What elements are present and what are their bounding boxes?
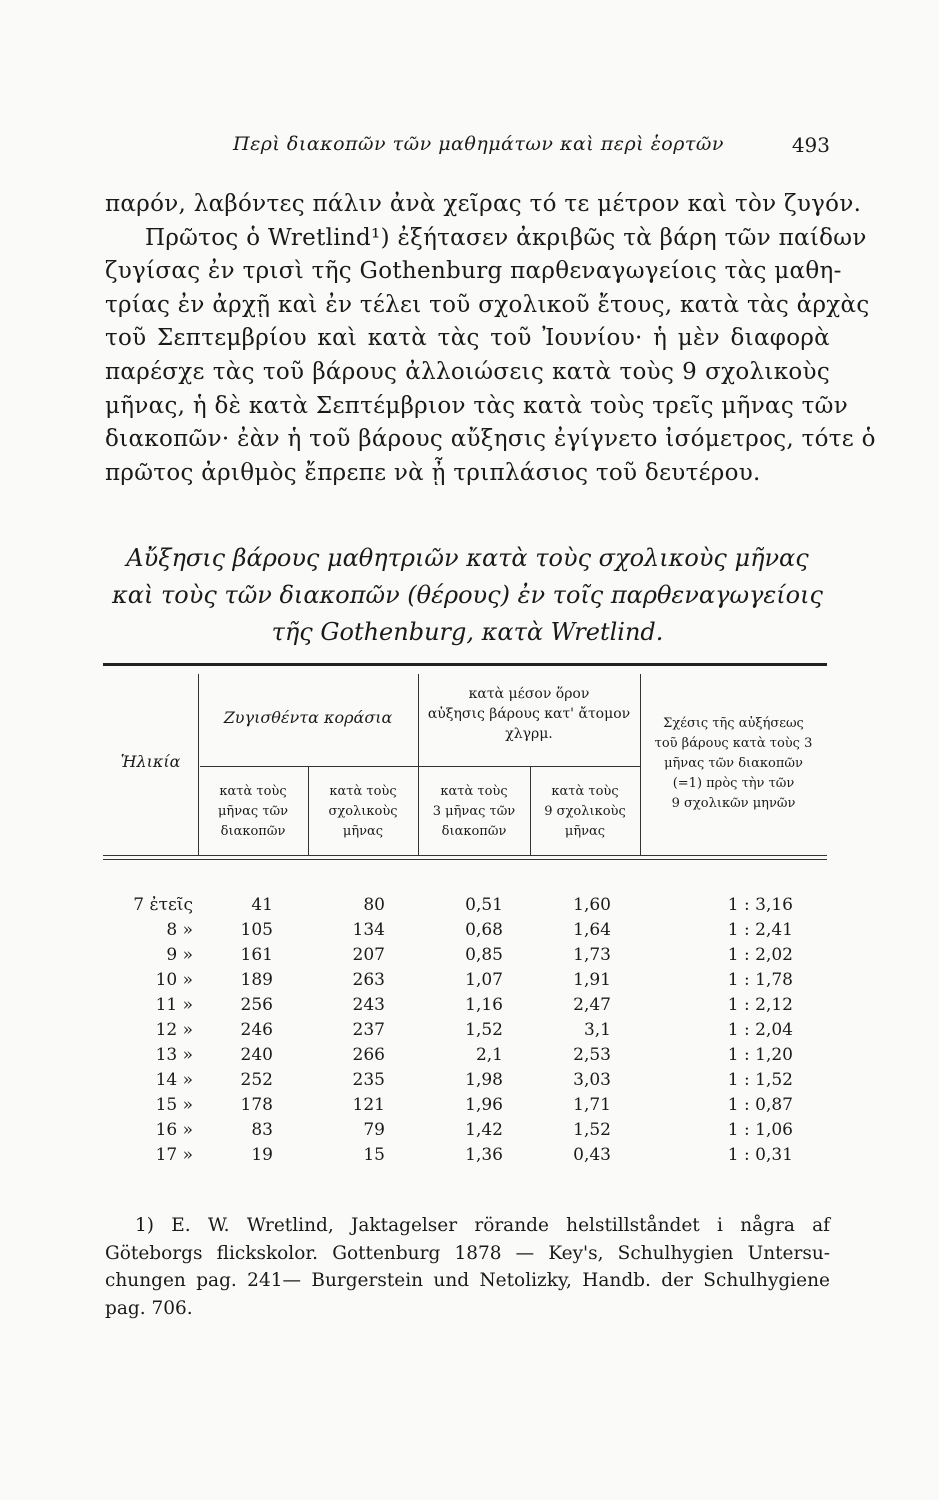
table-row: 17 » 19 15 1,36 0,43 1 : 0,31 (155, 1145, 793, 1165)
header-ratio: Σχέσις τῆς αὐξήσεως τοῦ βάρους κατὰ τοὺς 3 μῆνας τῶν διακοπῶν (=1) πρὸς τὴν τῶν 9 σχολικῶν μηνῶν (654, 716, 813, 811)
text-line: μῆνας, ἡ δὲ κατὰ Σεπτέμβριον τὰς κατὰ τοὺς τρεῖς μῆνας τῶν (105, 392, 848, 419)
subheader-3-holiday-months: κατὰ τοὺς 3 μῆνας τῶν διακοπῶν (432, 784, 516, 839)
text-line: τοῦ Σεπτεμβρίου καὶ κατὰ τὰς τοῦ Ἰουνίου· ἡ μὲν διαφορὰ (105, 325, 830, 352)
text-line: πρῶτος ἀριθμὸς ἔπρεπε νὰ ᾖ τριπλάσιος τοῦ δευτέρου. (105, 459, 761, 486)
subheader-school-months: κατὰ τοὺς σχολικοὺς μῆνας (328, 784, 398, 839)
running-head-title: Περὶ διακοπῶν τῶν μαθημάτων καὶ περὶ ἑορτῶν (233, 133, 724, 155)
table-row: 16 » 83 79 1,42 1,52 1 : 1,06 (155, 1120, 793, 1140)
table-top-rule (103, 663, 827, 666)
text-line: Πρῶτος ὁ Wretlind¹) ἐξήτασεν ἀκριβῶς τὰ βάρη τῶν παίδων (145, 224, 867, 251)
table-row: 9 » 161 207 0,85 1,73 1 : 2,02 (166, 945, 793, 965)
table-row: 14 » 252 235 1,98 3,03 1 : 1,52 (155, 1070, 793, 1090)
body-paragraph (105, 188, 876, 490)
header-bottom-rule (103, 855, 827, 856)
table-row: 10 » 189 263 1,07 1,91 1 : 1,78 (155, 970, 793, 990)
footnote-line: 1) E. W. Wretlind, Jaktagelser rörande helstillståndet i några af (135, 1215, 830, 1236)
caption-line: Αὔξησις βάρους μαθητριῶν κατὰ τοὺς σχολικοὺς μῆνας (126, 544, 809, 572)
table-row: 15 » 178 121 1,96 1,71 1 : 0,87 (155, 1095, 793, 1115)
table-row: 13 » 240 266 2,1 2,53 1 : 1,20 (155, 1045, 793, 1065)
header-age: Ἡλικία (120, 752, 181, 771)
text-line: τρίας ἐν ἀρχῇ καὶ ἐν τέλει τοῦ σχολικοῦ ἔτους, κατὰ τὰς ἀρχὰς (105, 291, 870, 318)
table-row: 7 ἐτεῖς 41 80 0,51 1,60 1 : 3,16 (133, 895, 793, 915)
text-line: παρόν, λαβόντες πάλιν ἀνὰ χεῖρας τό τε μέτρον καὶ τὸν ζυγόν. (105, 191, 862, 217)
table-row: 11 » 256 243 1,16 2,47 1 : 2,12 (155, 995, 793, 1015)
table-row: 12 » 246 237 1,52 3,1 1 : 2,04 (155, 1020, 793, 1040)
header-average: κατὰ μέσον ὅρον αὐξησις βάρους κατ' ἄτομον χλγρμ. (427, 686, 631, 742)
text-line: διακοπῶν· ἐὰν ἡ τοῦ βάρους αὔξησις ἐγίγνετο ἰσόμετρος, τότε ὁ (105, 426, 876, 453)
footnote-line: pag. 706. (105, 1297, 193, 1319)
footnote-line: chungen pag. 241— Burgerstein und Netolizky, Handb. der Schulhygiene (105, 1270, 830, 1291)
footnote-line: Göteborgs flickskolor. Gottenburg 1878 — Key's, Schulhygien Untersu- (105, 1242, 830, 1264)
caption-line: τῆς Gothenburg, κατὰ Wretlind. (271, 618, 664, 646)
caption-line: καὶ τοὺς τῶν διακοπῶν (θέρους) ἐν τοῖς παρθεναγωγείοις (112, 581, 823, 609)
table-row: 8 » 105 134 0,68 1,64 1 : 2,41 (166, 920, 793, 940)
text-line: ζυγίσας ἐν τρισὶ τῆς Gothenburg παρθεναγωγείοις τὰς μαθη- (105, 258, 842, 285)
footnote (105, 1212, 830, 1322)
header-bottom-rule-double (103, 859, 827, 860)
subheader-holiday-months: κατὰ τοὺς μῆνας τῶν διακοπῶν (217, 784, 289, 839)
header-weighed-girls: Ζυγισθέντα κοράσια (223, 708, 393, 727)
table-caption (105, 540, 830, 651)
text-line: παρέσχε τὰς τοῦ βάρους ἀλλοιώσεις κατὰ τοὺς 9 σχολικοὺς (105, 358, 830, 385)
page-number: 493 (791, 133, 830, 157)
subheader-rule (200, 766, 640, 767)
running-head (105, 133, 830, 163)
subheader-9-school-months: κατὰ τοὺς 9 σχολικοὺς μῆνας (544, 784, 626, 839)
